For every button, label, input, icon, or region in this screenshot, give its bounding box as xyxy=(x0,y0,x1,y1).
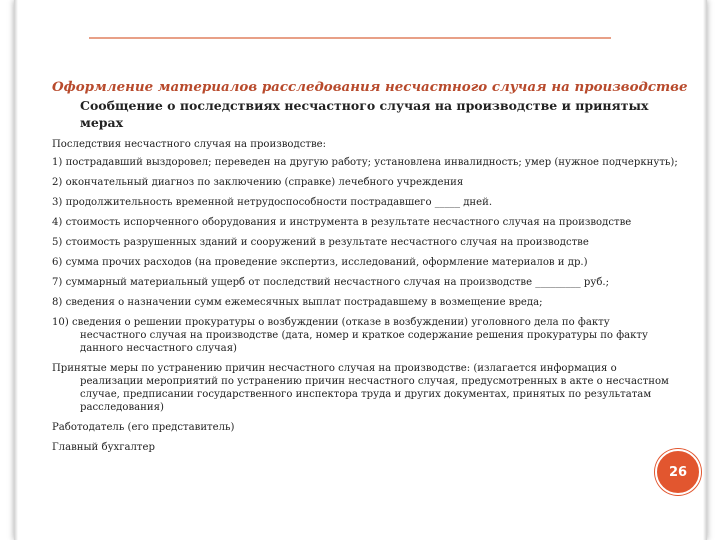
slide-body xyxy=(52,138,678,461)
slide-title: Оформление материалов расследования несчастного случая на производстве xyxy=(52,79,688,95)
paragraph-item-4: 4) стоимость испорченного оборудования и инструмента в результате несчастного случая на производстве xyxy=(52,217,632,228)
paragraph-consequences-heading: Последствия несчастного случая на производстве: xyxy=(52,139,327,150)
paragraph-item-2: 2) окончательный диагноз по заключению (справке) лечебного учреждения xyxy=(52,177,464,188)
slide-frame xyxy=(14,0,707,540)
page-number: 26 xyxy=(668,464,688,480)
paragraph-item-8: 8) сведения о назначении сумм ежемесячных выплат пострадавшему в возмещение вреда; xyxy=(52,297,543,308)
decorative-top-rule xyxy=(89,37,611,39)
paragraph-item-7: 7) суммарный материальный ущерб от последствий несчастного случая на производстве _________ руб.; xyxy=(52,277,610,288)
page-number-badge xyxy=(655,449,701,495)
paragraph-item-10: 10) сведения о решении прокуратуры о возбуждении (отказе в возбуждении) уголовного дела по факту несчастного случая на производстве (дата, номер и краткое содержание решения прокуратуры по факту данного несчастного случая) xyxy=(52,317,648,354)
paragraph-item-1: 1) пострадавший выздоровел; переведен на другую работу; установлена инвалидность; умер (нужное подчеркнуть); xyxy=(52,157,678,168)
paragraph-item-3: 3) продолжительность временной нетрудоспособности пострадавшего _____ дней. xyxy=(52,197,493,208)
paragraph-item-6: 6) сумма прочих расходов (на проведение экспертиз, исследований, оформление материалов и др.) xyxy=(52,257,588,268)
paragraph-employer: Работодатель (его представитель) xyxy=(52,422,235,433)
paragraph-measures: Принятые меры по устранению причин несчастного случая на производстве: (излагается информация о реализации мероприятий по устранению причин несчастного случая, предусмотренных в акте о несчастном случае, предписании государственного инспектора труда и других документах, принятых по результатам расследования) xyxy=(52,363,669,413)
paragraph-chief-accountant: Главный бухгалтер xyxy=(52,442,155,453)
slide-subtitle: Сообщение о последствиях несчастного случая на производстве и принятых мерах xyxy=(80,98,649,130)
paragraph-item-5: 5) стоимость разрушенных зданий и сооружений в результате несчастного случая на производстве xyxy=(52,237,589,248)
